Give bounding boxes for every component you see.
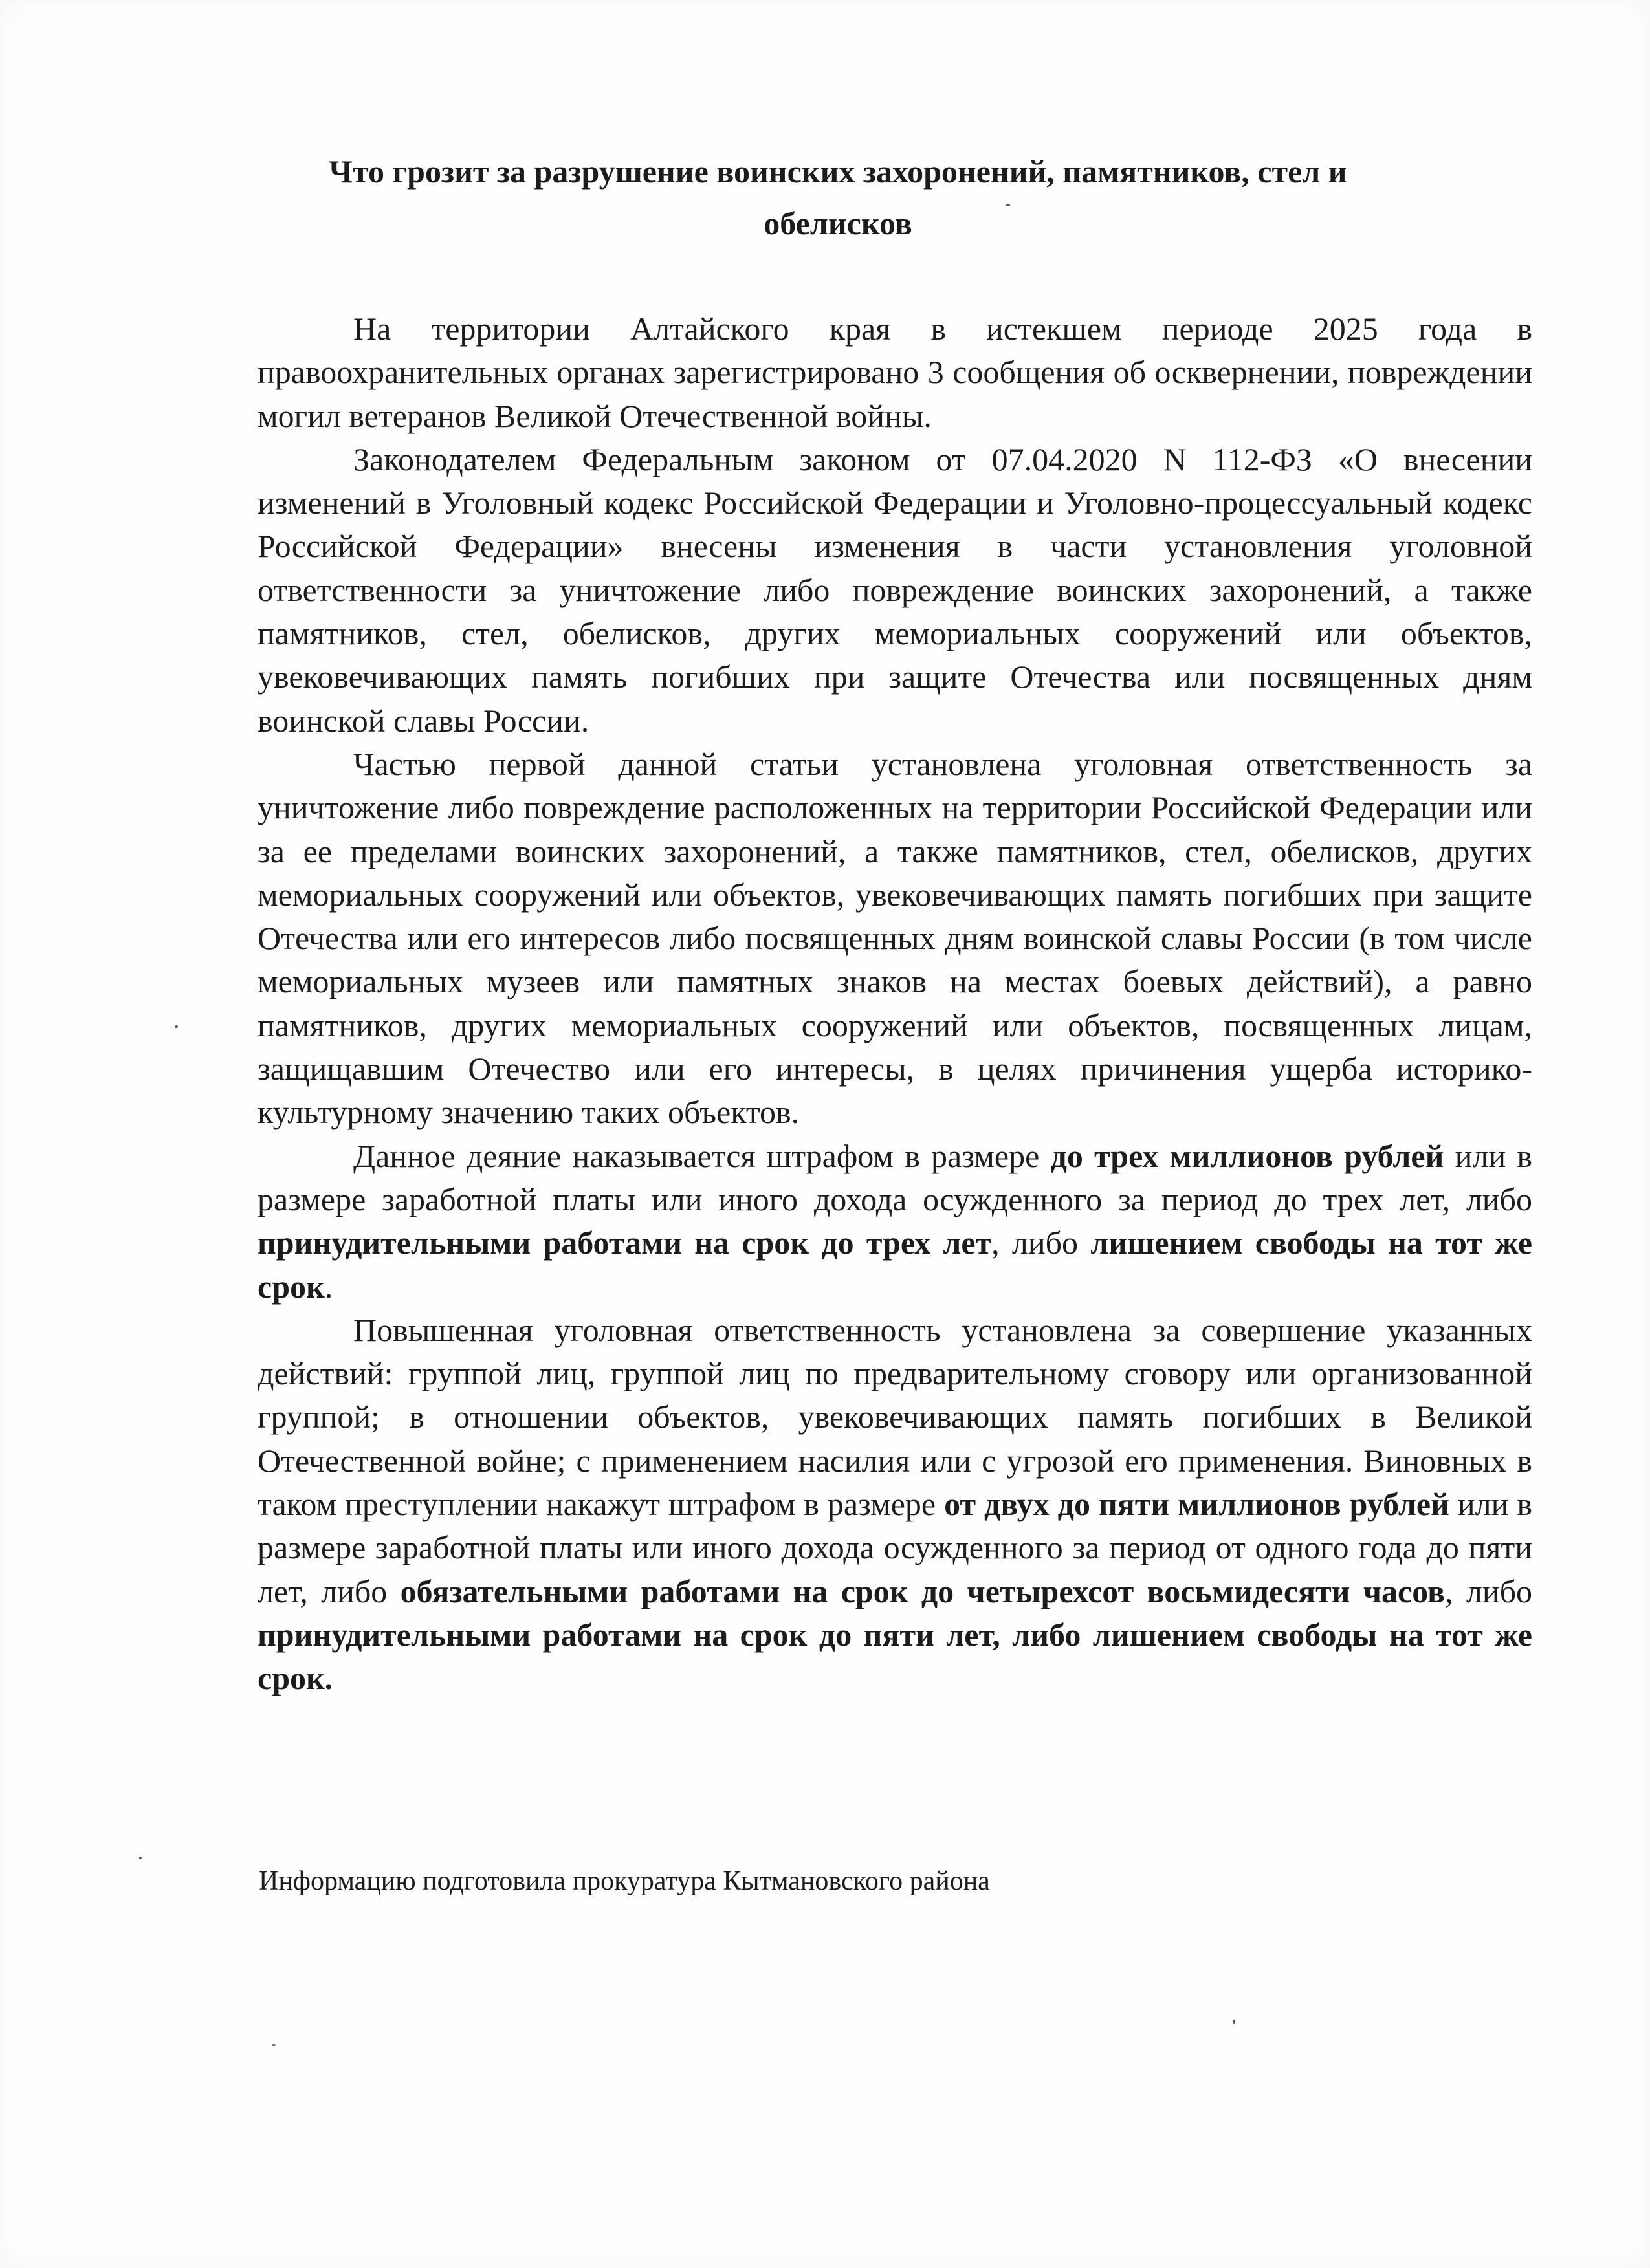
paragraph-4-text: или в размере заработной платы или иного дохода осужденного за период до трех лет, либо [258, 1137, 1533, 1217]
paragraph-4-text: , либо [991, 1225, 1091, 1261]
scan-speck [1006, 204, 1010, 206]
paragraph-2-text: Законодателем Федеральным законом от 07.04.2020 N 112-ФЗ «О внесении изменений в Уголовный кодекс Российской Федерации и Уголовно-процессуальный кодекс Российской Федерации» внесены изменения в части установления уголовной ответственности за уничтожение либо повреждение воинских захоронений, а также памятников, стел, обелисков, других мемориальных сооружений или объектов, увековечивающих память погибших при защите Отечества или посвященных дням воинской славы России. [258, 441, 1532, 739]
paragraph-4 [258, 1135, 1532, 1309]
paragraph-4-bold-imprisonment: лишением свободы на тот же срок [258, 1225, 1532, 1305]
document-body [258, 307, 1532, 1701]
document-footer: Информацию подготовила прокуратура Кытмановского района [259, 1866, 990, 1896]
paragraph-5-bold-compulsory-work: обязательными работами на срок до четырехсот восьмидесяти часов [400, 1573, 1445, 1609]
paragraph-1 [258, 307, 1532, 438]
paragraph-5 [258, 1309, 1532, 1701]
paragraph-2 [258, 438, 1532, 743]
paragraph-5-text: , либо [1444, 1573, 1533, 1609]
paragraph-3 [258, 743, 1532, 1135]
paragraph-4-text: . [324, 1268, 333, 1305]
scan-speck [175, 1025, 178, 1028]
paragraph-4-bold-fine: до трех миллионов рублей [1050, 1137, 1444, 1174]
paragraph-5-bold-fine: от двух до пяти миллионов рублей [944, 1486, 1449, 1523]
document-title: Что грозит за разрушение воинских захоронений, памятников, стел и обелисков [329, 153, 1347, 241]
paragraph-4-bold-forced-labor: принудительными работами на срок до трех лет [258, 1225, 992, 1261]
scan-speck [272, 2044, 276, 2046]
paragraph-5-text: или в размере заработной платы или иного дохода осужденного за период от одного года до пяти лет, либо [258, 1486, 1532, 1609]
scan-speck [139, 1857, 142, 1859]
paragraph-5-bold-forced-labor: принудительными работами на срок до пяти лет, либо лишением свободы на тот же срок. [258, 1616, 1532, 1697]
paragraph-5-text: Повышенная уголовная ответственность установлена за совершение указанных действий: группой лиц, группой лиц по предварительному сговору или организованной группой; в отношении объектов, увековечивающих память погибших в Великой Отечественной войне; с применением насилия или с угрозой его применения. Виновных в таком преступлении накажут штрафом в размере [258, 1311, 1532, 1523]
paragraph-4-text: Данное деяние наказывается штрафом в размере [353, 1137, 1051, 1174]
scan-speck [1233, 2020, 1235, 2024]
paragraph-3-text: Частью первой данной статьи установлена уголовная ответственность за уничтожение либо повреждение расположенных на территории Российской Федерации или за ее пределами воинских захоронений, а также памятников, стел, обелисков, других мемориальных сооружений или объектов, увековечивающих память погибших при защите Отечества или его интересов либо посвященных дням воинской славы России (в том числе мемориальных музеев или памятных знаков на местах боевых действий), а равно памятников, других мемориальных сооружений или объектов, посвященных лицам, защищавшим Отечество или его интересы, в целях причинения ущерба историко-культурному значению таких объектов. [258, 745, 1532, 1131]
paragraph-1-text: На территории Алтайского края в истекшем периоде 2025 года в правоохранительных органах зарегистрировано 3 сообщения об осквернении, повреждении могил ветеранов Великой Отечественной войны. [258, 311, 1532, 434]
